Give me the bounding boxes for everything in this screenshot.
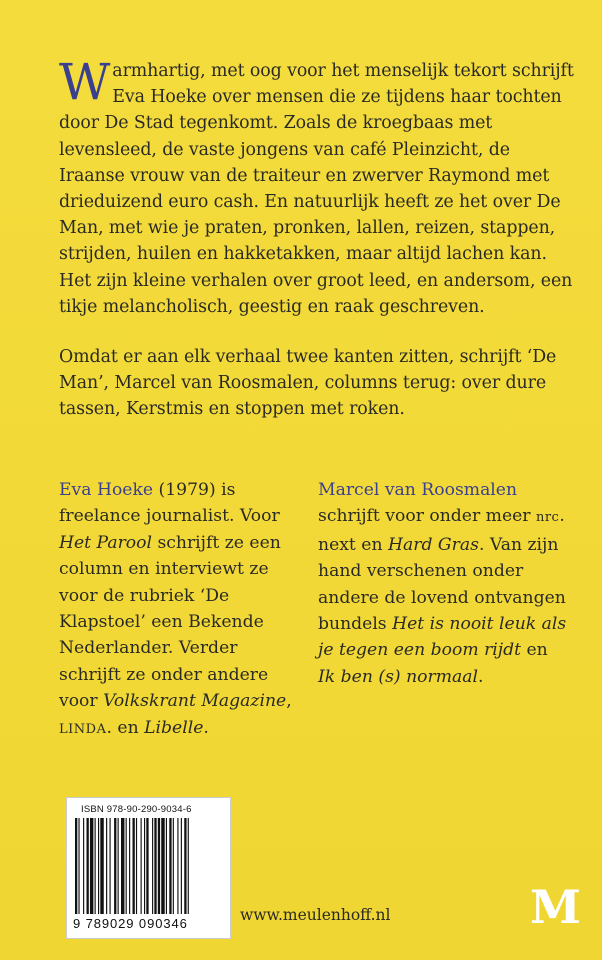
- barcode-bar: [136, 818, 137, 914]
- publisher-logo: M: [530, 880, 581, 934]
- bio-text: .: [203, 717, 209, 738]
- bio-text: . next en: [318, 506, 565, 555]
- barcode-bar: [161, 818, 164, 914]
- barcode: [66, 797, 231, 939]
- barcode-bar: [126, 818, 127, 914]
- barcode-bar: [152, 818, 153, 914]
- publication-title: nrc: [535, 510, 560, 526]
- barcode-bar: [100, 818, 103, 914]
- barcode-bar: [129, 818, 130, 914]
- bio-text: .: [478, 666, 484, 687]
- bio-text: ,: [286, 691, 292, 712]
- publication-title: Hard Gras: [388, 534, 479, 555]
- barcode-bar: [184, 818, 186, 914]
- publication-title: Libelle: [144, 717, 204, 738]
- barcode-bar: [181, 818, 182, 914]
- bio-text: en: [521, 640, 548, 661]
- barcode-bar: [98, 818, 99, 914]
- bio-text: schrijft ze een column en interviewt ze voor de rubriek ‘De Klapstoel’ een Bekende Nederlander. Verder schrijft ze onder andere voor: [59, 532, 281, 712]
- publication-title: Het Parool: [59, 532, 152, 553]
- barcode-bar: [146, 818, 148, 914]
- barcode-bar: [133, 818, 135, 914]
- barcode-bar: [118, 818, 119, 914]
- barcode-bar: [114, 818, 116, 914]
- author-bio-marcel-van-roosmalen: [318, 477, 568, 690]
- barcode-bar: [87, 818, 89, 914]
- barcode-bar: [121, 818, 124, 914]
- barcode-bar: [75, 818, 77, 914]
- barcode-bar: [90, 818, 93, 914]
- publisher-url[interactable]: www.meulenhoff.nl: [240, 906, 391, 924]
- book-title: Ik ben (s) normaal: [318, 666, 478, 687]
- publication-title: Volkskrant Magazine: [103, 691, 287, 712]
- bio-text: schrijft voor onder meer: [318, 506, 536, 527]
- barcode-bars: [75, 818, 223, 918]
- barcode-bar: [169, 818, 171, 914]
- barcode-bar: [188, 818, 189, 914]
- bio-text: . Van zijn hand verschenen onder andere de lovend ontvangen bundels: [318, 534, 566, 635]
- publication-title: LINDA: [59, 721, 107, 737]
- bio-text: . en: [106, 717, 145, 738]
- blurb-tail: Het zijn kleine verhalen over groot leed, en andersom, een tikje melancholisch, geestig en raak geschreven.: [59, 270, 573, 317]
- isbn-label: ISBN 978-90-290-9034-6: [81, 804, 192, 815]
- author-name: Marcel van Roosmalen: [318, 480, 518, 500]
- barcode-bar: [110, 818, 111, 914]
- barcode-bar: [95, 818, 96, 914]
- blurb-paragraph-1: [59, 53, 579, 320]
- barcode-bar: [144, 818, 145, 914]
- barcode-bar: [106, 818, 107, 914]
- author-name: Eva Hoeke: [59, 480, 154, 500]
- barcode-bar: [166, 818, 167, 914]
- author-bio-eva-hoeke: [59, 477, 299, 743]
- blurb: [59, 53, 579, 423]
- barcode-bar: [177, 818, 178, 914]
- barcode-bar: [78, 818, 79, 914]
- barcode-bar: [154, 818, 156, 914]
- barcode-bar: [83, 818, 84, 914]
- barcode-bar: [158, 818, 160, 914]
- bio-text: (1979) is freelance journalist. Voor: [59, 480, 280, 527]
- barcode-digits: 9 789029 090346: [73, 916, 188, 931]
- barcode-bar: [141, 818, 142, 914]
- drop-cap: W: [59, 53, 111, 111]
- blurb-text: armhartig, met oog voor het menselijk tekort schrijft Eva Hoeke over mensen die ze tijdens haar tochten door De Stad tegenkomt. Zoals de kroegbaas met levensleed, de vaste jongens van café Pleinzicht, de Iraanse vrouw van de traiteur en zwerver Raymond met drieduizend euro cash. En natuurlijk heeft ze het over De Man, met wie je praten, pronken, lallen, reizen, stappen, strijden, huilen en hakketakken, maar altijd lachen kan.: [59, 61, 574, 265]
- barcode-bar: [173, 818, 174, 914]
- blurb-paragraph-2: Omdat er aan elk verhaal twee kanten zitten, schrijft ‘De Man’, Marcel van Roosmalen, columns terug: over dure tassen, Kerstmis en stoppen met roken.: [59, 347, 557, 420]
- book-title: Het is nooit leuk als je tegen een boom rijdt: [318, 614, 567, 661]
